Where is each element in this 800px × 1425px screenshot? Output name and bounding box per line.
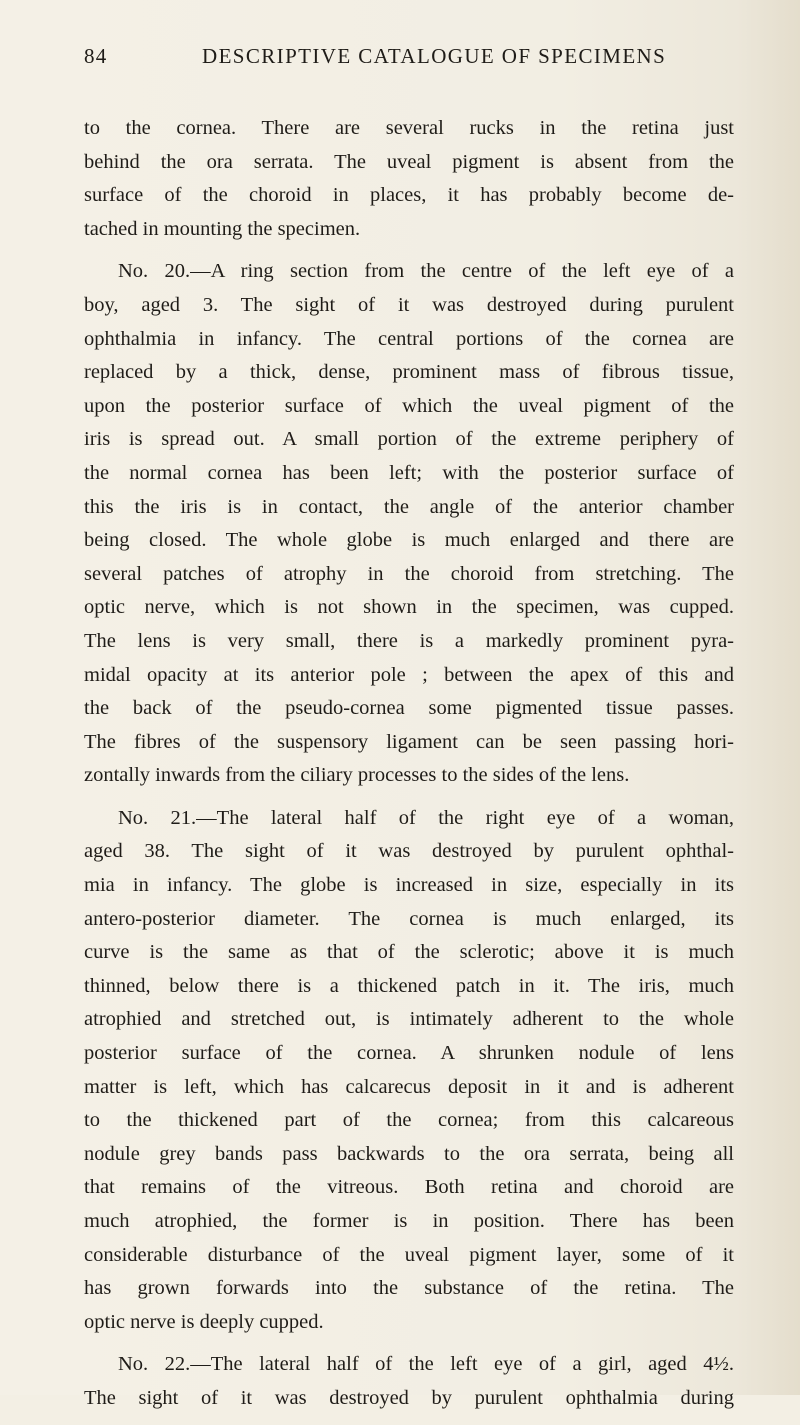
text-line: No. 20.—A ring section from the centre of the left eye of a bbox=[118, 260, 734, 283]
text-line: posterior surface of the cornea. A shrunken nodule of lens bbox=[84, 1042, 734, 1065]
text-line: mia in infancy. The globe is increased in size, especially in its bbox=[84, 874, 734, 897]
text-line: optic nerve, which is not shown in the specimen, was cupped. bbox=[84, 596, 734, 619]
text-line: curve is the same as that of the sclerotic; above it is much bbox=[84, 941, 734, 964]
paragraph-specimen-20 bbox=[84, 255, 734, 793]
text-line: nodule grey bands pass backwards to the ora serrata, being all bbox=[84, 1142, 734, 1165]
text-line: iris is spread out. A small portion of the extreme periphery of bbox=[84, 428, 734, 451]
running-title: DESCRIPTIVE CATALOGUE OF SPECIMENS bbox=[202, 44, 667, 68]
paragraph-specimen-22 bbox=[84, 1348, 734, 1415]
text-line: has grown forwards into the substance of the retina. The bbox=[84, 1277, 734, 1300]
text-line: to the cornea. There are several rucks in the retina just bbox=[84, 117, 734, 139]
text-line: aged 38. The sight of it was destroyed by purulent ophthal- bbox=[84, 840, 734, 863]
text-line: surface of the choroid in places, it has probably become de- bbox=[84, 184, 734, 207]
text-line: considerable disturbance of the uveal pigment layer, some of it bbox=[84, 1243, 734, 1266]
text-line: upon the posterior surface of which the uveal pigment of the bbox=[84, 394, 734, 417]
text-line: behind the ora serrata. The uveal pigment is absent from the bbox=[84, 150, 734, 173]
text-line: The lens is very small, there is a markedly prominent pyra- bbox=[84, 629, 734, 652]
text-line: replaced by a thick, dense, prominent mass of fibrous tissue, bbox=[84, 361, 734, 384]
text-line: boy, aged 3. The sight of it was destroyed during purulent bbox=[84, 293, 734, 316]
page-number: 84 bbox=[84, 44, 108, 68]
page-header bbox=[84, 44, 734, 74]
paragraph-specimen-21 bbox=[84, 802, 734, 1340]
text-line: tached in mounting the specimen. bbox=[84, 217, 361, 240]
text-line: to the thickened part of the cornea; from this calcareous bbox=[84, 1109, 734, 1132]
text-line: ophthalmia in infancy. The central portions of the cornea are bbox=[84, 327, 734, 350]
text-line: zontally inwards from the ciliary processes to the sides of the lens. bbox=[84, 764, 630, 787]
text-line: midal opacity at its anterior pole ; between the apex of this and bbox=[84, 663, 734, 686]
text-line: No. 21.—The lateral half of the right eye of a woman, bbox=[118, 806, 734, 829]
text-line: this the iris is in contact, the angle of the anterior chamber bbox=[84, 495, 734, 518]
text-line: No. 22.—The lateral half of the left eye of a girl, aged 4½. bbox=[118, 1353, 734, 1376]
text-line: much atrophied, the former is in position. There has been bbox=[84, 1210, 734, 1232]
text-line: the normal cornea has been left; with the posterior surface of bbox=[84, 461, 734, 484]
body-text bbox=[84, 112, 734, 1425]
text-line: atrophied and stretched out, is intimately adherent to the whole bbox=[84, 1008, 734, 1031]
text-line: thinned, below there is a thickened patch in it. The iris, much bbox=[84, 974, 734, 997]
text-line: that remains of the vitreous. Both retina and choroid are bbox=[84, 1176, 734, 1199]
text-line: matter is left, which has calcarecus deposit in it and is adherent bbox=[84, 1075, 734, 1098]
text-line: optic nerve is deeply cupped. bbox=[84, 1310, 324, 1333]
text-line: the back of the pseudo-cornea some pigmented tissue passes. bbox=[84, 697, 734, 720]
text-line: several patches of atrophy in the choroid from stretching. The bbox=[84, 562, 734, 585]
text-line: The sight of it was destroyed by purulent ophthalmia during bbox=[84, 1386, 734, 1409]
text-line: being closed. The whole globe is much enlarged and there are bbox=[84, 529, 734, 552]
text-line: antero-posterior diameter. The cornea is much enlarged, its bbox=[84, 907, 734, 930]
paragraph-continuation bbox=[84, 112, 734, 246]
text-line: The fibres of the suspensory ligament can be seen passing hori- bbox=[84, 730, 734, 753]
